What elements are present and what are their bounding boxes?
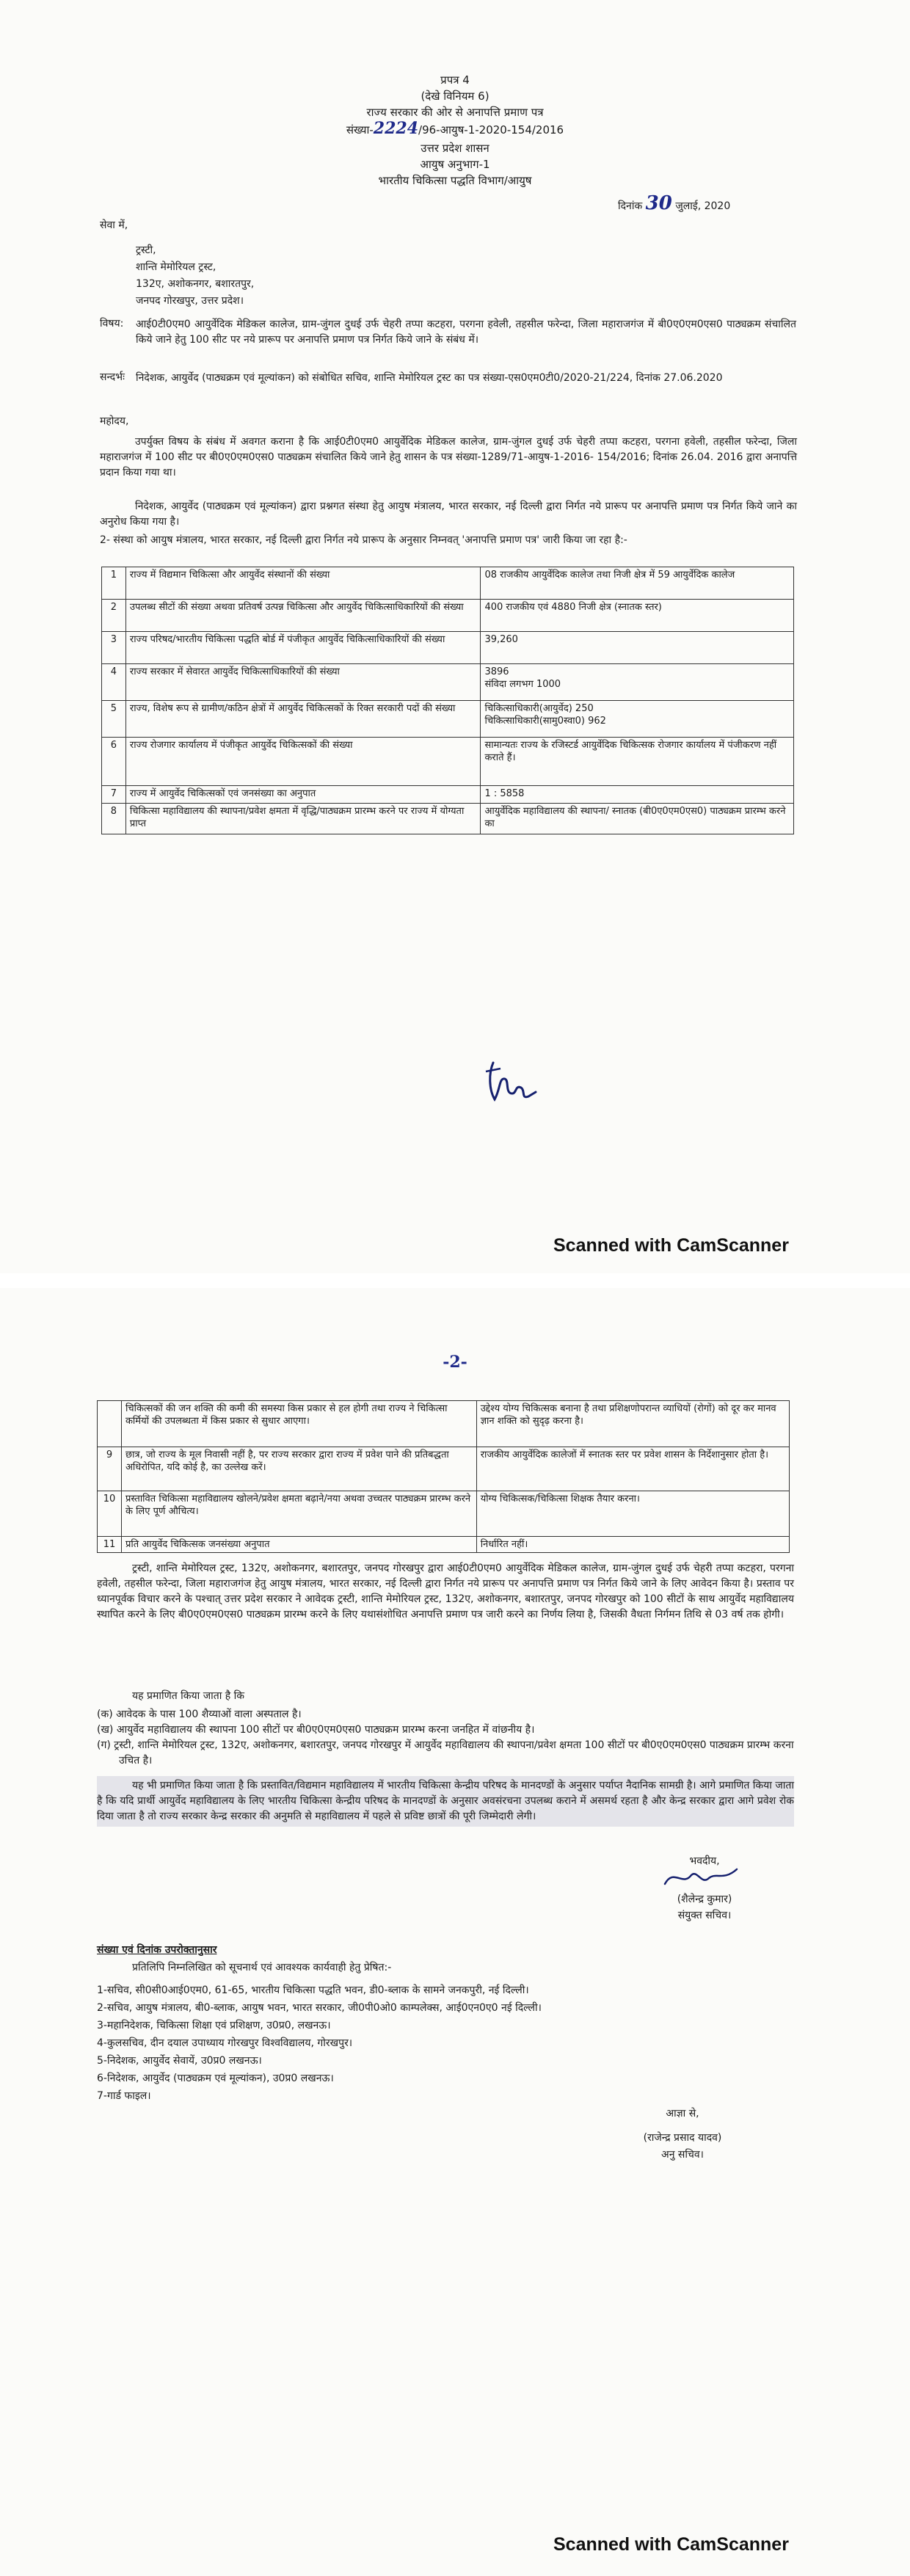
certify-list — [97, 1707, 794, 1769]
greeting: महोदय, — [100, 415, 129, 427]
section-name: आयुष अनुभाग-1 — [420, 158, 490, 171]
rule-reference: (देखे विनियम 6) — [421, 90, 489, 103]
table-row: 10 प्रस्तावित चिकित्सा महाविद्यालय खोलने/प्रवेश क्षमता बढ़ाने/नया अथवा उच्चतर पाठ्यक्रम प्रारम्भ करने के लिए पूर्ण औचित्य। योग्य चिकित्सक/चिकित्सा शिक्षक तैयार करना। — [98, 1491, 790, 1537]
by-order: आज्ञा से, — [666, 2108, 699, 2120]
addressee-block — [136, 242, 254, 310]
list-item: 2-सचिव, आयुष मंत्रालय, बी0-ब्लाक, आयुष भवन, भारत सरकार, जी0पी0ओ0 काम्पलेक्स, आई0एन0ए0 नई दिल्ली। — [97, 2002, 542, 2014]
table-row: 6 राज्य रोजगार कार्यालय में पंजीकृत आयुर्वेद चिकित्सकों की संख्या सामान्यतः राज्य के रजिस्टर्ड आयुर्वेदिक चिकित्सक रोजगार कार्यालय में पंजीकरण नहीं कराते हैं। — [102, 738, 794, 786]
addressee-line: शान्ति मेमोरियल ट्रस्ट, — [136, 261, 216, 273]
table-row: चिकित्सकों की जन शक्ति की कमी की समस्या किस प्रकार से हल होगी तथा राज्य ने चिकित्सा कर्मियों की उपलब्धता में किस प्रकार से सुधार आएगा। उद्देश्य योग्य चिकित्सक बनाना है तथा प्रशिक्षणोपरान्त व्याधियों (रोगों) को दूर कर मानव ज्ञान शक्ति को सुदृढ़ करना है। — [98, 1401, 790, 1447]
reference-number — [0, 119, 910, 138]
noc-table-part-2 — [97, 1400, 790, 1553]
table-row: 11 प्रति आयुर्वेद चिकित्सक जनसंख्या अनुपात निर्धारित नहीं। — [98, 1537, 790, 1553]
salutation: सेवा में, — [100, 219, 128, 231]
date-prefix: दिनांक — [618, 200, 643, 212]
date-suffix: जुलाई, 2020 — [675, 200, 731, 212]
list-item: 6-निदेशक, आयुर्वेद (पाठ्यक्रम एवं मूल्यांकन), उ0प्र0 लखनऊ। — [97, 2073, 334, 2084]
certify-intro: यह प्रमाणित किया जाता है कि — [132, 1690, 245, 1702]
paragraph-2: निदेशक, आयुर्वेद (पाठ्यक्रम एवं मूल्यांकन) द्वारा प्रश्नगत संस्था हेतु आयुष मंत्रालय, भारत सरकार, नई दिल्ली द्वारा निर्गत नये प्रारूप पर अनापत्ति प्रमाण पत्र निर्गत किये जाने का अनुरोध किया गया है। — [100, 501, 797, 528]
signature-block-under-secretary — [602, 2106, 763, 2164]
page-gap — [0, 1273, 910, 1288]
trust-paragraph: ट्रस्टी, शान्ति मेमोरियल ट्रस्ट, 132ए, अशोकनगर, बशारतपुर, जनपद गोरखपुर द्वारा आई0टी0एम0 आयुर्वेदिक मेडिकल कालेज, ग्राम-जुंगल दुधई उर्फ चेहरी तप्पा कटहरा, परगना हवेली, तहसील फरेन्दा, जिला महाराजगंज हेतु आयुष मंत्रालय, भारत सरकार, नई दिल्ली द्वारा निर्गत नये प्रारूप पर अनापत्ति प्रमाण पत्र निर्गत किये जाने के लिए आवेदन किया है। प्रस्ताव पर ध्यानपूर्वक विचार करने के पश्चात् उत्तर प्रदेश सरकार ने आवेदक ट्रस्टी, शान्ति मेमोरियल ट्रस्ट, 132ए, अशोकनगर, बशारतपुर, जनपद गोरखपुर को 100 सीटों के साथ आयुर्वेद महाविद्यालय स्थापित करने के लिए बी0ए0एम0एस0 पाठ्यक्रम प्रारम्भ करने के लिए यथासंशोधित अनापत्ति प्रमाण पत्र जारी करने का निर्णय लिया है, जिसकी वैधता निर्गमन तिथि से 03 वर्ष तक होगी। — [97, 1562, 794, 1620]
table-row: 1 राज्य में विद्यमान चिकित्सा और आयुर्वेद संस्थानों की संख्या 08 राजकीय आयुर्वेदिक कालेज तथा निजी क्षेत्र में 59 आयुर्वेदिक कालेज — [102, 567, 794, 600]
signatory-title: संयुक्त सचिव। — [677, 1910, 732, 1921]
department-name: भारतीय चिकित्सा पद्धति विभाग/आयुष — [378, 174, 532, 187]
list-item: 5-निदेशक, आयुर्वेद सेवायें, उ0प्र0 लखनऊ। — [97, 2055, 262, 2067]
table-row: 5 राज्य, विशेष रूप से ग्रामीण/कठिन क्षेत्रों में आयुर्वेद चिकित्सकों के रिक्त सरकारी पदों की संख्या चिकित्साधिकारी(आयुर्वेद) 250 चिकित्साधिकारी(सामु0स्वा0) 962 — [102, 701, 794, 738]
subject-label: विषय: — [100, 318, 124, 330]
table-row: 4 राज्य सरकार में सेवारत आयुर्वेद चिकित्साधिकारियों की संख्या 3896 संविदा लगभग 1000 — [102, 664, 794, 701]
table-row: 7 राज्य में आयुर्वेद चिकित्सकों एवं जनसंख्या का अनुपात 1 : 5858 — [102, 786, 794, 804]
copy-heading: संख्या एवं दिनांक उपरोक्तानुसार — [97, 1944, 217, 1956]
signatory-title: अनु सचिव। — [661, 2149, 704, 2161]
reference-text: निदेशक, आयुर्वेद (पाठ्यक्रम एवं मूल्यांकन) को संबोधित सचिव, शान्ति मेमोरियल ट्रस्ट का पत्र संख्या-एस0एम0टी0/2020-21/224, दिनांक 27.06.2020 — [136, 372, 723, 384]
addressee-line: ट्रस्टी, — [136, 244, 156, 256]
final-paragraph: यह भी प्रमाणित किया जाता है कि प्रस्तावित/विद्यमान महाविद्यालय में भारतीय चिकित्सा केन्द्रीय परिषद के मानदण्डों के अनुसार पर्याप्त नैदानिक सामग्री है। आगे प्रमाणित किया जाता है कि यदि प्रार्थी आयुर्वेद महाविद्यालय के लिए भारतीय चिकित्सा केन्द्रीय परिषद के मानदण्डों के अनुसार अवसंरचना उपलब्ध कराने में असमर्थ रहता है और केन्द्र सरकार द्वारा आगे प्रवेश रोक दिया जाता है तो राज्य सरकार केन्द्र सरकार की अनुमति से महाविद्यालय में पहले से प्रविष्ट छात्रों की पूरी जिम्मेदारी लेगी। — [97, 1776, 794, 1827]
letter-date — [618, 192, 731, 214]
table-row: 2 उपलब्ध सीटों की संख्या अथवा प्रतिवर्ष उत्पन्न चिकित्सा और आयुर्वेद चिकित्साधिकारियों की संख्या 400 राजकीय एवं 4880 निजी क्षेत्र (स्नातक स्तर) — [102, 600, 794, 632]
signatory-name: (शैलेन्द्र कुमार) — [677, 1893, 732, 1905]
list-item: 3-महानिदेशक, चिकित्सा शिक्षा एवं प्रशिक्षण, उ0प्र0, लखनऊ। — [97, 2020, 331, 2031]
camscanner-watermark: Scanned with CamScanner — [553, 1235, 789, 1256]
list-item: 1-सचिव, सी0सी0आई0एम0, 61-65, भारतीय चिकित्सा पद्धति भवन, डी0-ब्लाक के सामने जनकपुरी, नई दिल्ली। — [97, 1984, 529, 1996]
subject-text: आई0टी0एम0 आयुर्वेदिक मेडिकल कालेज, ग्राम-जुंगल दुधई उर्फ चेहरी तप्पा कटहरा, परगना हवेली, तहसील फरेन्दा, जिला महाराजगंज में बी0ए0एम0एस0 पाठ्यक्रम संचालित किये जाने हेतु 100 सीट पर नये प्रारूप पर अनापत्ति प्रमाण पत्र निर्गत किये जाने के संबंध में। — [136, 319, 796, 346]
signature-block-joint-secretary — [631, 1853, 778, 1924]
addressee-line: 132ए, अशोकनगर, बशारतपुर, — [136, 278, 255, 290]
ref-handwritten-number: 2224 — [373, 119, 419, 138]
signatory-name: (राजेन्द्र प्रसाद यादव) — [643, 2132, 722, 2144]
ref-suffix: /96-आयुष-1-2020-154/2016 — [418, 123, 564, 137]
paragraph-1: उपर्युक्त विषय के संबंध में अवगत कराना है कि आई0टी0एम0 आयुर्वेदिक मेडिकल कालेज, ग्राम-जुंगल दुधई उर्फ चेहरी तप्पा कटहरा, परगना हवेली, तहसील फरेन्दा, जिला महाराजगंज में 100 सीट पर बी0ए0एम0एस0 पाठ्यक्रम संचालित किये जाने हेतु शासन के पत्र संख्या-1289/71-आयुष-1-2016- 154/2016; दिनांक 26.04. 2016 द्वारा अनापत्ति प्रदान किया गया था। — [100, 436, 797, 479]
joint-secretary-signature — [631, 1869, 778, 1891]
paragraph-3: 2- संस्था को आयुष मंत्रालय, भारत सरकार, नई दिल्ली द्वारा निर्गत नये प्रारूप के अनुसार निम्नवत् 'अनापत्ति प्रमाण पत्र' जारी किया जा रहा है:- — [100, 534, 627, 546]
addressee-line: जनपद गोरखपुर, उत्तर प्रदेश। — [136, 295, 244, 307]
certify-item: (क) आवेदक के पास 100 शैय्याओं वाला अस्पताल है। — [97, 1709, 302, 1720]
form-number: प्रपत्र 4 — [440, 73, 470, 87]
table-row: 8 चिकित्सा महाविद्यालय की स्थापना/प्रवेश क्षमता में वृद्धि/पाठ्यक्रम प्रारम्भ करने पर राज्य में योग्यता प्राप्त आयुर्वेदिक महाविद्यालय की स्थापना/ स्नातक (बी0ए0एम0एस0) पाठ्यक्रम प्रारम्भ करने का — [102, 804, 794, 834]
government-name: उत्तर प्रदेश शासन — [421, 142, 489, 155]
camscanner-watermark: Scanned with CamScanner — [553, 2534, 789, 2555]
reference-label: सन्दर्भः — [100, 371, 125, 383]
copy-list — [97, 1982, 801, 2105]
page-number: -2- — [443, 1353, 467, 1372]
page-2 — [0, 1288, 910, 2576]
certify-item: (ख) आयुर्वेद महाविद्यालय की स्थापना 100 सीटों पर बी0ए0एम0एस0 पाठ्यक्रम प्रारम्भ करना जनहित में वांछनीय है। — [97, 1724, 535, 1736]
initials-signature-page-1 — [478, 1057, 542, 1108]
table-row: 9 छात्र, जो राज्य के मूल निवासी नहीं है, पर राज्य सरकार द्वारा राज्य में प्रवेश पाने की प्रतिबद्धता अधिरोपित, यदि कोई है, का उल्लेख करें। राजकीय आयुर्वेदिक कालेजों में स्नातक स्तर पर प्रवेश शासन के निर्देशानुसार होता है। — [98, 1447, 790, 1491]
document-title: राज्य सरकार की ओर से अनापत्ति प्रमाण पत्र — [366, 106, 544, 119]
copy-intro: प्रतिलिपि निम्नलिखित को सूचनार्थ एवं आवश्यक कार्यवाही हेतु प्रेषित:- — [132, 1962, 392, 1973]
certify-item: (ग) ट्रस्टी, शान्ति मेमोरियल ट्रस्ट, 132ए, अशोकनगर, बशारतपुर, जनपद गोरखपुर में आयुर्वेद महाविद्यालय की स्थापना/प्रवेश क्षमता 100 सीटों पर बी0ए0एम0एस0 पाठ्यक्रम प्रारम्भ करना उचित है। — [97, 1739, 794, 1767]
list-item: 7-गार्ड फाइल। — [97, 2090, 151, 2102]
table-row: 3 राज्य परिषद/भारतीय चिकित्सा पद्धति बोर्ड में पंजीकृत आयुर्वेद चिकित्साधिकारियों की संख्या 39,260 — [102, 632, 794, 664]
page-1 — [0, 0, 910, 1273]
noc-table-part-1 — [101, 567, 794, 834]
list-item: 4-कुलसचिव, दीन दयाल उपाध्याय गोरखपुर विश्वविद्यालय, गोरखपुर। — [97, 2037, 353, 2049]
closing: भवदीय, — [689, 1855, 720, 1867]
ref-prefix: संख्या- — [346, 123, 374, 137]
date-handwritten-day: 30 — [645, 192, 672, 214]
